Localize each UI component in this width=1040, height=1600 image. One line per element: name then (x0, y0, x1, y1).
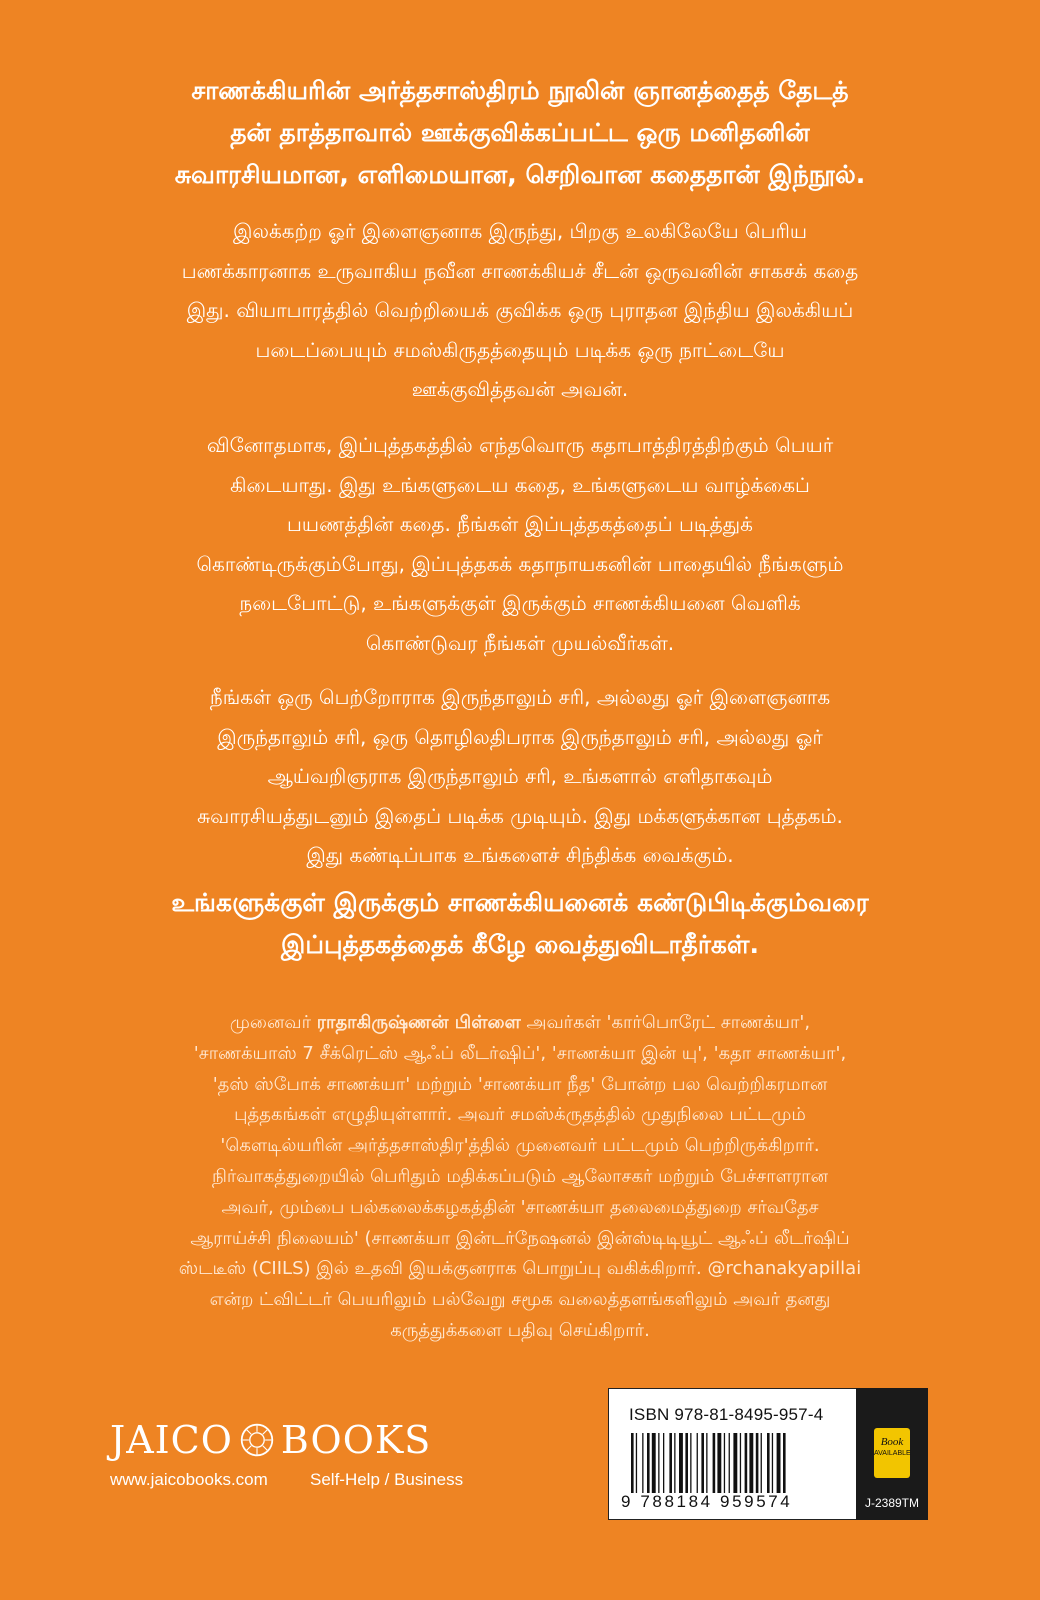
barcode-bar (729, 1433, 730, 1493)
ebook-available: AVAILABLE (874, 1450, 911, 1457)
paragraph-1 (90, 212, 950, 410)
barcode-bar (724, 1433, 725, 1493)
paragraph-line: இது. வியாபாரத்தில் வெற்றியைக் குவிக்க ஒரு புராதன இந்திய இலக்கியப் (186, 298, 854, 323)
bio-line: ஸ்டடீஸ் (CIILS) இல் உதவி இயக்குனராக பொறுப்பு வகிக்கிறார். @rchanakyapillai (178, 1258, 862, 1280)
tagline (90, 70, 950, 196)
barcode-bars (631, 1433, 841, 1493)
bio-line: புத்தகங்கள் எழுதியுள்ளார். அவர் சமஸ்க்ருதத்தில் முதுநிலை பட்டமும் (234, 1104, 806, 1126)
barcode-bar (674, 1433, 675, 1493)
bio-line: என்ற ட்விட்டர் பெயரிலும் பல்வேறு சமூக வலைத்தளங்களிலும் அவர் தனது (209, 1289, 831, 1311)
barcode-bar (717, 1433, 721, 1493)
barcode-bar (706, 1433, 707, 1493)
paragraph-line: பணக்காரனாக உருவாகிய நவீன சாணக்கியச் சீடன் ஒருவனின் சாகசக் கதை (181, 258, 859, 283)
barcode-bar (713, 1433, 716, 1493)
barcode-bar (690, 1433, 691, 1493)
barcode-bar (652, 1433, 656, 1493)
author-name: ராதாகிருஷ்ணன் பிள்ளை (316, 1012, 521, 1033)
bio-first-line-rest: அவர்கள் 'கார்பொரேட் சாணக்யா', (520, 1012, 811, 1033)
product-code: J-2389TM (864, 1496, 920, 1510)
sun-emblem-icon (239, 1422, 275, 1458)
tagline-line: சுவாரசியமான, எளிமையான, செறிவான கதைதான் இந்நூல். (174, 160, 866, 189)
barcode-bar (658, 1433, 659, 1493)
publisher-url[interactable]: www.jaicobooks.com (110, 1470, 268, 1489)
book-category: Self-Help / Business (310, 1470, 464, 1489)
closing-line: இப்புத்தகத்தைக் கீழே வைத்துவிடாதீர்கள். (281, 930, 759, 959)
barcode-bar (663, 1433, 664, 1493)
barcode-bar (783, 1433, 786, 1493)
barcode-bar (772, 1433, 773, 1493)
barcode-bar (749, 1433, 753, 1493)
barcode-bar (631, 1433, 634, 1493)
closing-statement (90, 882, 950, 966)
closing-line: உங்களுக்குள் இருக்கும் சாணக்கியனைக் கண்டுபிடிக்கும்வரை (171, 888, 869, 917)
tagline-line: தன் தாத்தாவால் ஊக்குவிக்கப்பட்ட ஒரு மனிதனின் (230, 118, 810, 147)
paragraph-3 (90, 678, 950, 876)
ebook-icon (874, 1428, 910, 1478)
paragraph-line: இருந்தாலும் சரி, ஒரு தொழிலதிபராக இருந்தாலும் சரி, அல்லது ஓர் (217, 724, 823, 749)
barcode-bar (701, 1433, 704, 1493)
paragraph-line: வினோதமாக, இப்புத்தகத்தில் எந்தவொரு கதாபாத்திரத்திற்கும் பெயர் (206, 433, 834, 457)
ebook-label: Book (880, 1436, 904, 1448)
paragraph-line: இது கண்டிப்பாக உங்களைச் சிந்திக்க வைக்கும். (306, 843, 734, 868)
barcode-bar (740, 1433, 741, 1493)
barcode-digits: 9 788184 959574 (621, 1492, 793, 1511)
barcode-panel (608, 1388, 858, 1520)
bio-line: ஆராய்ச்சி நிலையம்' (சாணக்யா இன்டர்நேஷனல் இன்ஸ்டிடியூட் ஆஃப் லீடர்ஷிப் (190, 1227, 850, 1249)
bio-prefix: முனைவர் (229, 1012, 317, 1033)
bio-line: 'சாணக்யாஸ் 7 சீக்ரெட்ஸ் ஆஃப் லீடர்ஷிப்', 'சாணக்யா இன் யு', 'கதா சாணக்யா', (193, 1042, 847, 1064)
bio-line: 'கௌடில்யரின் அர்த்தசாஸ்திர'த்தில் முனைவர் பட்டமும் பெற்றிருக்கிறார். (220, 1135, 820, 1157)
barcode-bar (642, 1433, 643, 1493)
barcode-bar (733, 1433, 737, 1493)
paragraph-line: நீங்கள் ஒரு பெற்றோராக இருந்தாலும் சரி, அல்லது ஓர் இளைஞனாக (209, 685, 831, 709)
barcode-bar (777, 1433, 781, 1493)
paragraph-line: கொண்டுவர நீங்கள் முயல்வீர்கள். (365, 630, 675, 655)
bio-line: அவர், மும்பை பல்கலைக்கழகத்தின் 'சாணக்யா தலைமைத்துறை சர்வதேச (221, 1196, 819, 1218)
author-bio (90, 1008, 950, 1347)
barcode-bar (647, 1433, 650, 1493)
ebook-badge-panel (856, 1388, 928, 1520)
paragraph-line: சுவாரசியத்துடனும் இதைப் படிக்க முடியும். இது மக்களுக்கான புத்தகம். (197, 803, 843, 828)
barcode-bar (679, 1433, 683, 1493)
barcode-bar (756, 1433, 759, 1493)
barcode-bar (767, 1433, 770, 1493)
barcode-bar (636, 1433, 637, 1493)
bio-line: 'தஸ் ஸ்போக் சாணக்யா' மற்றும் 'சாணக்யா நீத' போன்ற பல வெற்றிகரமான (212, 1073, 828, 1095)
publisher-block (110, 1418, 510, 1490)
paragraph-line: கிடையாது. இது உங்களுடைய கதை, உங்களுடைய வாழ்க்கைப் (230, 472, 810, 497)
publisher-name-left: JAICO (110, 1418, 233, 1462)
barcode-bar (685, 1433, 688, 1493)
barcode-bar (745, 1433, 748, 1493)
publisher-logo (110, 1418, 510, 1462)
barcode-bar (761, 1433, 762, 1493)
paragraph-line: நடைபோட்டு, உங்களுக்குள் இருக்கும் சாணக்கியனை வெளிக் (239, 591, 801, 616)
barcode-bar (669, 1433, 672, 1493)
paragraph-line: இலக்கற்ற ஓர் இளைஞனாக இருந்து, பிறகு உலகிலேயே பெரிய (232, 219, 808, 243)
bio-line: கருத்துக்களை பதிவு செய்கிறார். (390, 1319, 650, 1341)
paragraph-2 (90, 426, 950, 664)
tagline-line: சாணக்கியரின் அர்த்தசாஸ்திரம் நூலின் ஞானத்தைத் தேடத் (191, 76, 849, 105)
paragraph-line: படைப்பையும் சமஸ்கிருதத்தையும் படிக்க ஒரு நாட்டையே (255, 337, 785, 362)
publisher-footer (110, 1470, 510, 1490)
publisher-name-right: BOOKS (280, 1418, 432, 1462)
paragraph-line: கொண்டிருக்கும்போது, இப்புத்தகக் கதாநாயகனின் பாதையில் நீங்களும் (196, 551, 844, 576)
paragraph-line: ஊக்குவித்தவன் அவன். (411, 377, 629, 402)
paragraph-line: பயணத்தின் கதை. நீங்கள் இப்புத்தகத்தைப் படித்துக் (287, 512, 753, 537)
isbn-label: ISBN 978-81-8495-957-4 (629, 1405, 824, 1424)
barcode-bar (697, 1433, 698, 1493)
bio-line (90, 1008, 950, 1039)
paragraph-line: ஆய்வறிஞராக இருந்தாலும் சரி, உங்களால் எளிதாகவும் (267, 764, 773, 789)
bio-line: நிர்வாகத்துறையில் பெரிதும் மதிக்கப்படும் ஆலோசகர் மற்றும் பேச்சாளரான (211, 1165, 829, 1187)
